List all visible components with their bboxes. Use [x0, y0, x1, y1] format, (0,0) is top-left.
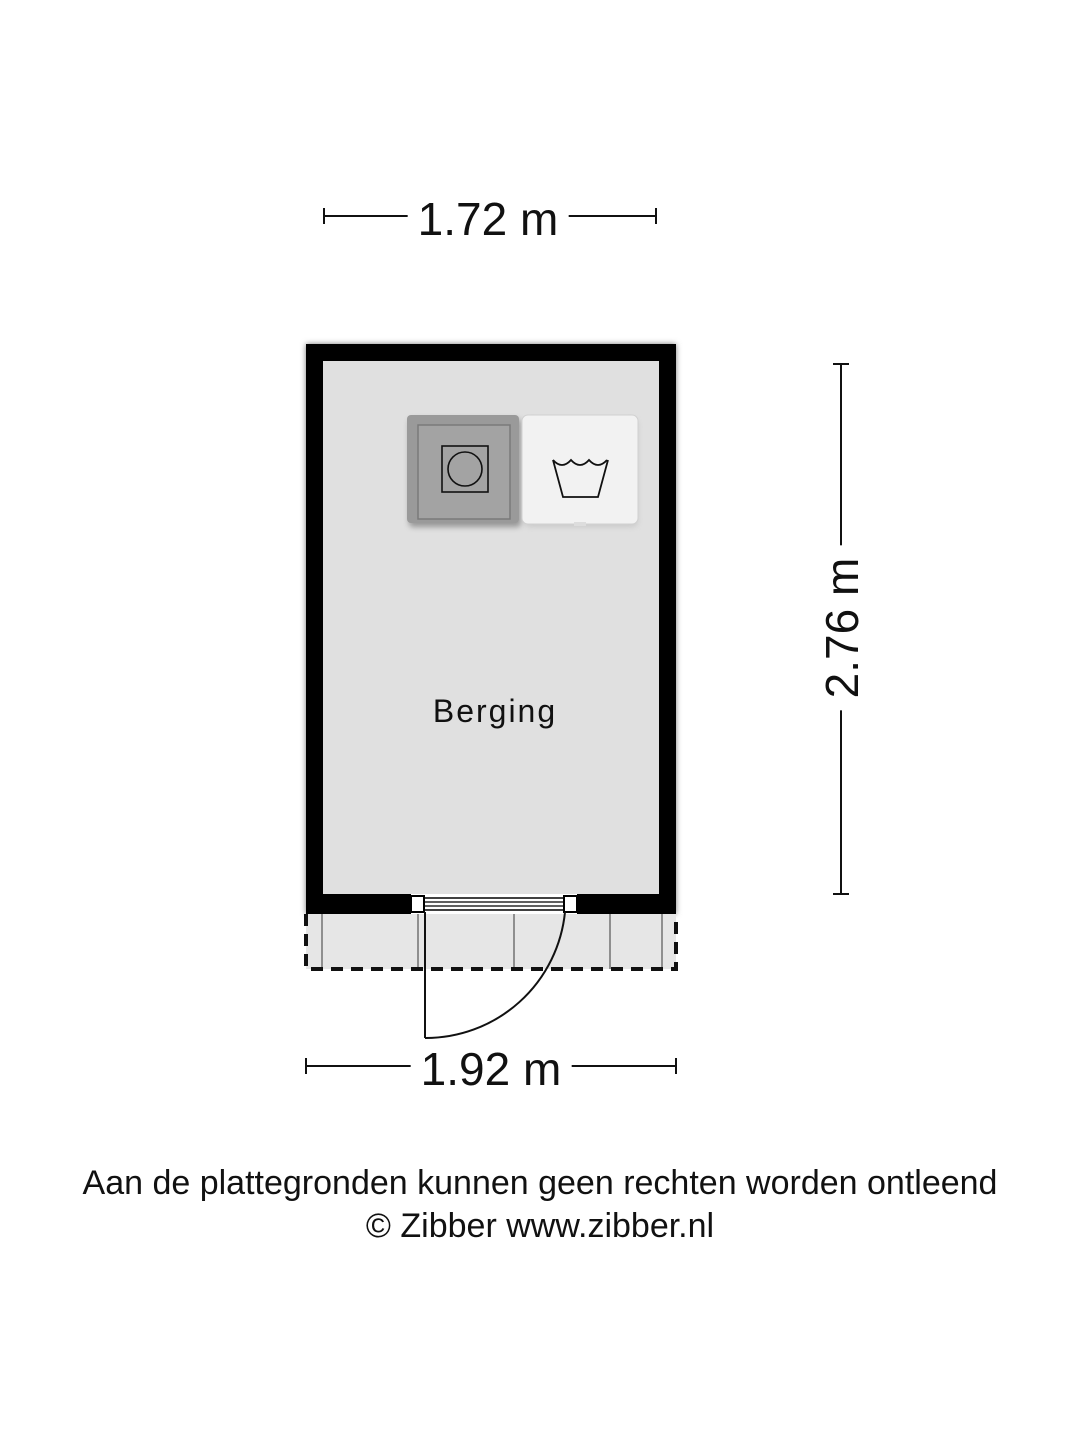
width-top-label: 1.72 m — [408, 196, 569, 242]
dryer-icon — [407, 415, 521, 527]
width-bottom-label: 1.92 m — [411, 1046, 572, 1092]
outdoor-terrace — [306, 914, 676, 969]
copyright-text: © Zibber www.zibber.nl — [365, 1207, 715, 1245]
disclaimer-text: Aan de plattegronden kunnen geen rechten worden ontleend — [82, 1164, 998, 1202]
door-opening — [411, 894, 577, 914]
washing-machine-icon — [522, 415, 638, 527]
room-name-label: Berging — [432, 693, 558, 729]
height-label: 2.76 m — [819, 546, 865, 711]
